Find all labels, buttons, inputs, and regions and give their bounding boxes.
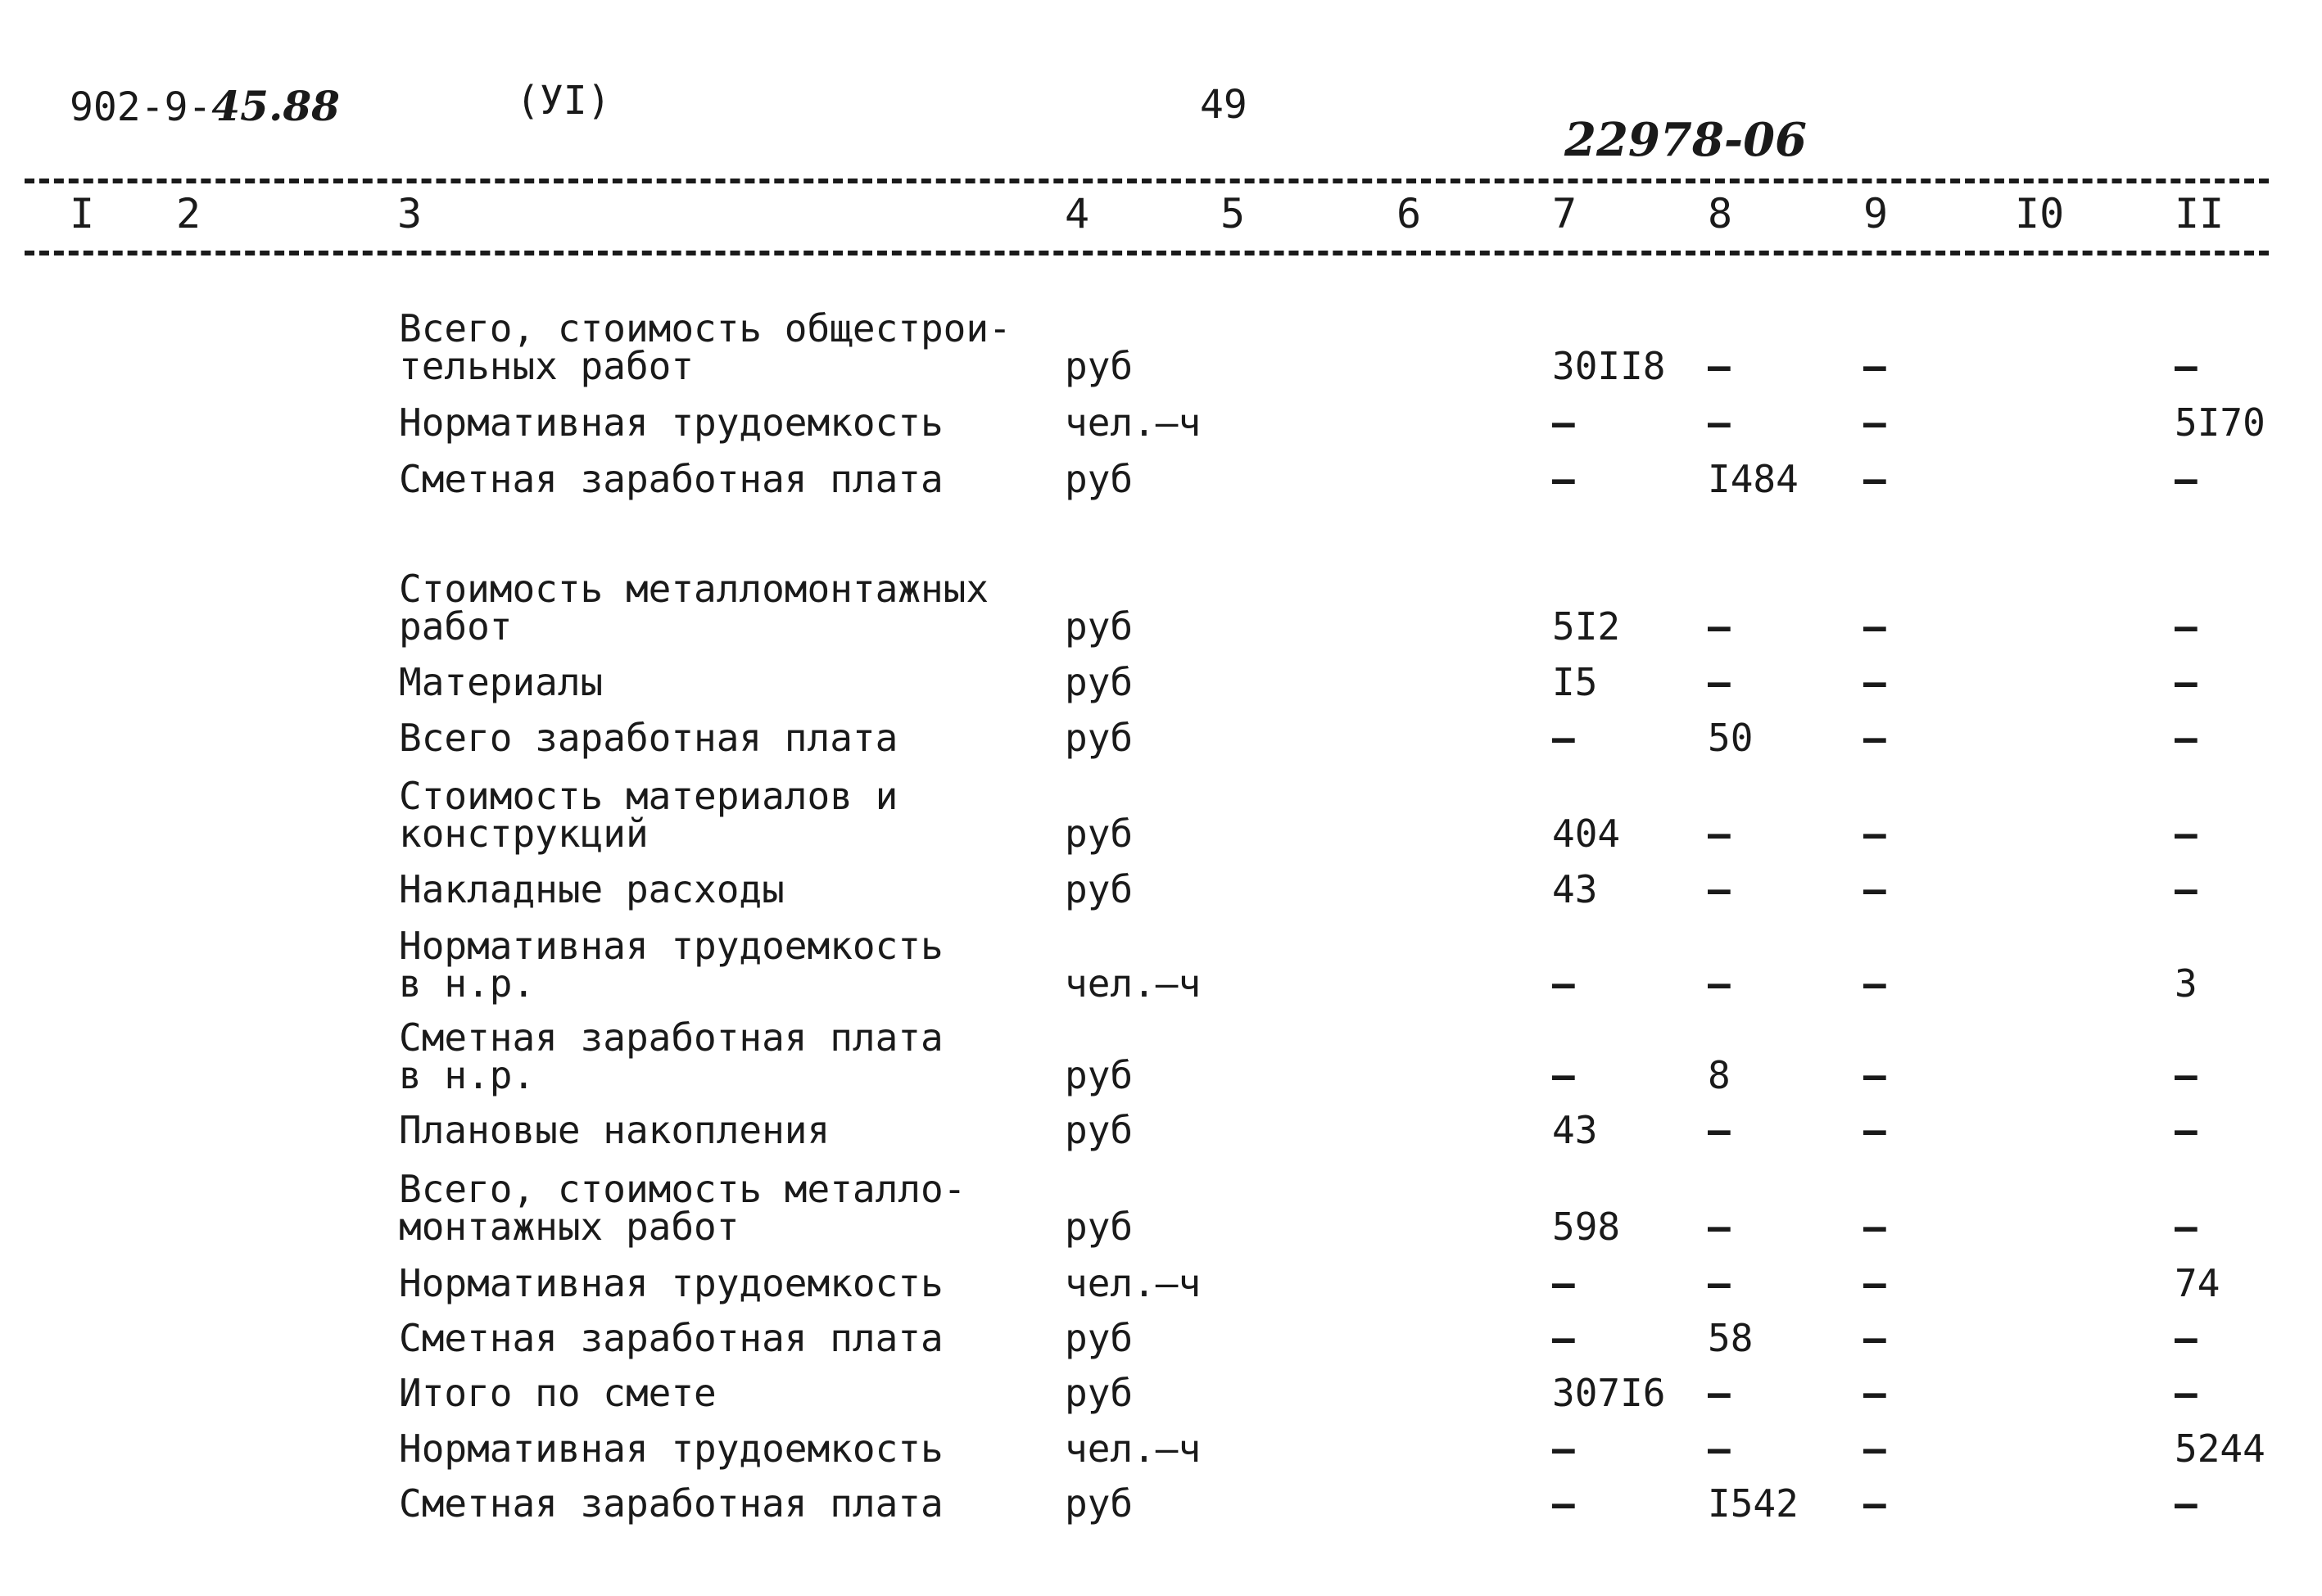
row-cost: – — [1552, 457, 1575, 501]
column-number-3: 3 — [397, 190, 423, 237]
row-unit: руб — [1065, 812, 1134, 856]
row-unit: чел.–ч — [1065, 1426, 1202, 1471]
row-cost: 598 — [1552, 1205, 1621, 1249]
column-number-10: I0 — [2015, 190, 2065, 237]
row-labor: 3 — [2175, 961, 2198, 1006]
row-name-line: Плановые накопления — [399, 1108, 831, 1152]
column-number-4: 4 — [1065, 190, 1090, 237]
row-cost: – — [1552, 961, 1575, 1006]
document-code-printed: 902-9- — [70, 84, 212, 130]
row-col9: – — [1863, 1371, 1886, 1415]
row-labor: – — [2175, 660, 2198, 704]
row-col9: – — [1863, 1108, 1886, 1152]
row-unit: руб — [1065, 660, 1134, 704]
row-labor: 5244 — [2175, 1426, 2265, 1471]
row-col9: – — [1863, 1261, 1886, 1305]
row-cost: 404 — [1552, 812, 1621, 856]
row-name-line: Нормативная трудоемкость — [399, 400, 944, 445]
column-number-5: 5 — [1220, 190, 1246, 237]
row-wages: 58 — [1708, 1316, 1754, 1360]
row-wages: 8 — [1708, 1053, 1731, 1097]
row-wages: – — [1708, 961, 1731, 1006]
row-name-line: работ — [399, 604, 513, 649]
row-col9: – — [1863, 867, 1886, 911]
row-col9: – — [1863, 604, 1886, 649]
column-number-7: 7 — [1552, 190, 1577, 237]
column-number-1: I — [70, 190, 95, 237]
row-name-line: Всего, стоимость металло- — [399, 1167, 966, 1211]
row-wages: – — [1708, 867, 1731, 911]
row-wages: I542 — [1708, 1481, 1799, 1526]
column-number-2: 2 — [176, 190, 201, 237]
row-wages: – — [1708, 1108, 1731, 1152]
row-labor: – — [2175, 812, 2198, 856]
document-code — [70, 82, 340, 130]
row-name-line: Всего заработная плата — [399, 716, 898, 760]
row-unit: чел.–ч — [1065, 1261, 1202, 1305]
row-labor: – — [2175, 716, 2198, 760]
row-col9: – — [1863, 1316, 1886, 1360]
row-cost: – — [1552, 1316, 1575, 1360]
row-wages: – — [1708, 1205, 1731, 1249]
row-col9: – — [1863, 344, 1886, 388]
row-name-line: Накладные расходы — [399, 867, 785, 911]
column-number-9: 9 — [1863, 190, 1889, 237]
row-labor: 74 — [2175, 1261, 2220, 1305]
row-wages: – — [1708, 344, 1731, 388]
row-col9: – — [1863, 400, 1886, 445]
row-cost: 5I2 — [1552, 604, 1621, 649]
row-unit: руб — [1065, 1205, 1134, 1249]
row-cost: 43 — [1552, 1108, 1598, 1152]
row-labor: – — [2175, 1481, 2198, 1526]
row-wages: – — [1708, 1371, 1731, 1415]
row-unit: руб — [1065, 457, 1134, 501]
document-code-handwritten: 45.88 — [211, 82, 340, 130]
row-wages: – — [1708, 604, 1731, 649]
row-wages: I484 — [1708, 457, 1799, 501]
row-labor: – — [2175, 1205, 2198, 1249]
row-name-line: Сметная заработная плата — [399, 1316, 944, 1360]
row-name-line: монтажных работ — [399, 1205, 740, 1249]
row-name-line: Всего, стоимость общестрои- — [399, 306, 1012, 350]
column-number-11: II — [2175, 190, 2225, 237]
row-col9: – — [1863, 1481, 1886, 1526]
row-cost: I5 — [1552, 660, 1598, 704]
row-name-line: Сметная заработная плата — [399, 1481, 944, 1526]
row-labor: – — [2175, 1371, 2198, 1415]
row-cost: – — [1552, 400, 1575, 445]
row-name-line: Нормативная трудоемкость — [399, 1426, 944, 1471]
row-name-line: тельных работ — [399, 344, 695, 388]
row-unit: руб — [1065, 1053, 1134, 1097]
row-cost: – — [1552, 1261, 1575, 1305]
row-cost: 30II8 — [1552, 344, 1666, 388]
page-number: 49 — [1200, 82, 1247, 128]
row-name-line: Нормативная трудоемкость — [399, 1261, 944, 1305]
row-unit: руб — [1065, 1481, 1134, 1526]
row-wages: – — [1708, 400, 1731, 445]
row-labor: – — [2175, 457, 2198, 501]
row-cost: 307I6 — [1552, 1371, 1666, 1415]
stamp-number: 22978-06 — [1564, 113, 1807, 167]
row-unit: руб — [1065, 344, 1134, 388]
header-dashed-rule-top — [25, 179, 2269, 183]
row-cost: – — [1552, 1053, 1575, 1097]
column-number-6: 6 — [1396, 190, 1422, 237]
row-wages: – — [1708, 660, 1731, 704]
row-name-line: Стоимость металломонтажных — [399, 567, 989, 611]
row-wages: 50 — [1708, 716, 1754, 760]
row-name-line: Сметная заработная плата — [399, 1015, 944, 1060]
row-unit: руб — [1065, 1371, 1134, 1415]
row-name-line: Итого по смете — [399, 1371, 717, 1415]
row-name-line: конструкций — [399, 812, 649, 856]
row-unit: руб — [1065, 1316, 1134, 1360]
row-col9: – — [1863, 812, 1886, 856]
row-name-line: в н.р. — [399, 961, 536, 1006]
row-unit: чел.–ч — [1065, 961, 1202, 1006]
row-name-line: Стоимость материалов и — [399, 774, 898, 818]
row-col9: – — [1863, 457, 1886, 501]
row-wages: – — [1708, 1261, 1731, 1305]
row-name-line: Нормативная трудоемкость — [399, 924, 944, 968]
row-col9: – — [1863, 1426, 1886, 1471]
row-wages: – — [1708, 812, 1731, 856]
row-labor: 5I70 — [2175, 400, 2265, 445]
row-cost: – — [1552, 1481, 1575, 1526]
row-labor: – — [2175, 604, 2198, 649]
row-labor: – — [2175, 344, 2198, 388]
row-col9: – — [1863, 1205, 1886, 1249]
row-wages: – — [1708, 1426, 1731, 1471]
row-name-line: в н.р. — [399, 1053, 536, 1097]
row-col9: – — [1863, 1053, 1886, 1097]
row-col9: – — [1863, 716, 1886, 760]
column-number-8: 8 — [1708, 190, 1733, 237]
row-unit: руб — [1065, 604, 1134, 649]
row-col9: – — [1863, 961, 1886, 1006]
row-labor: – — [2175, 1053, 2198, 1097]
row-unit: руб — [1065, 867, 1134, 911]
section-number: (УI) — [516, 78, 611, 124]
row-labor: – — [2175, 867, 2198, 911]
row-unit: руб — [1065, 1108, 1134, 1152]
row-labor: – — [2175, 1316, 2198, 1360]
row-cost: – — [1552, 716, 1575, 760]
row-cost: – — [1552, 1426, 1575, 1471]
header-dashed-rule-bottom — [25, 251, 2269, 255]
row-name-line: Сметная заработная плата — [399, 457, 944, 501]
row-unit: руб — [1065, 716, 1134, 760]
row-cost: 43 — [1552, 867, 1598, 911]
row-col9: – — [1863, 660, 1886, 704]
row-labor: – — [2175, 1108, 2198, 1152]
row-unit: чел.–ч — [1065, 400, 1202, 445]
row-name-line: Материалы — [399, 660, 604, 704]
